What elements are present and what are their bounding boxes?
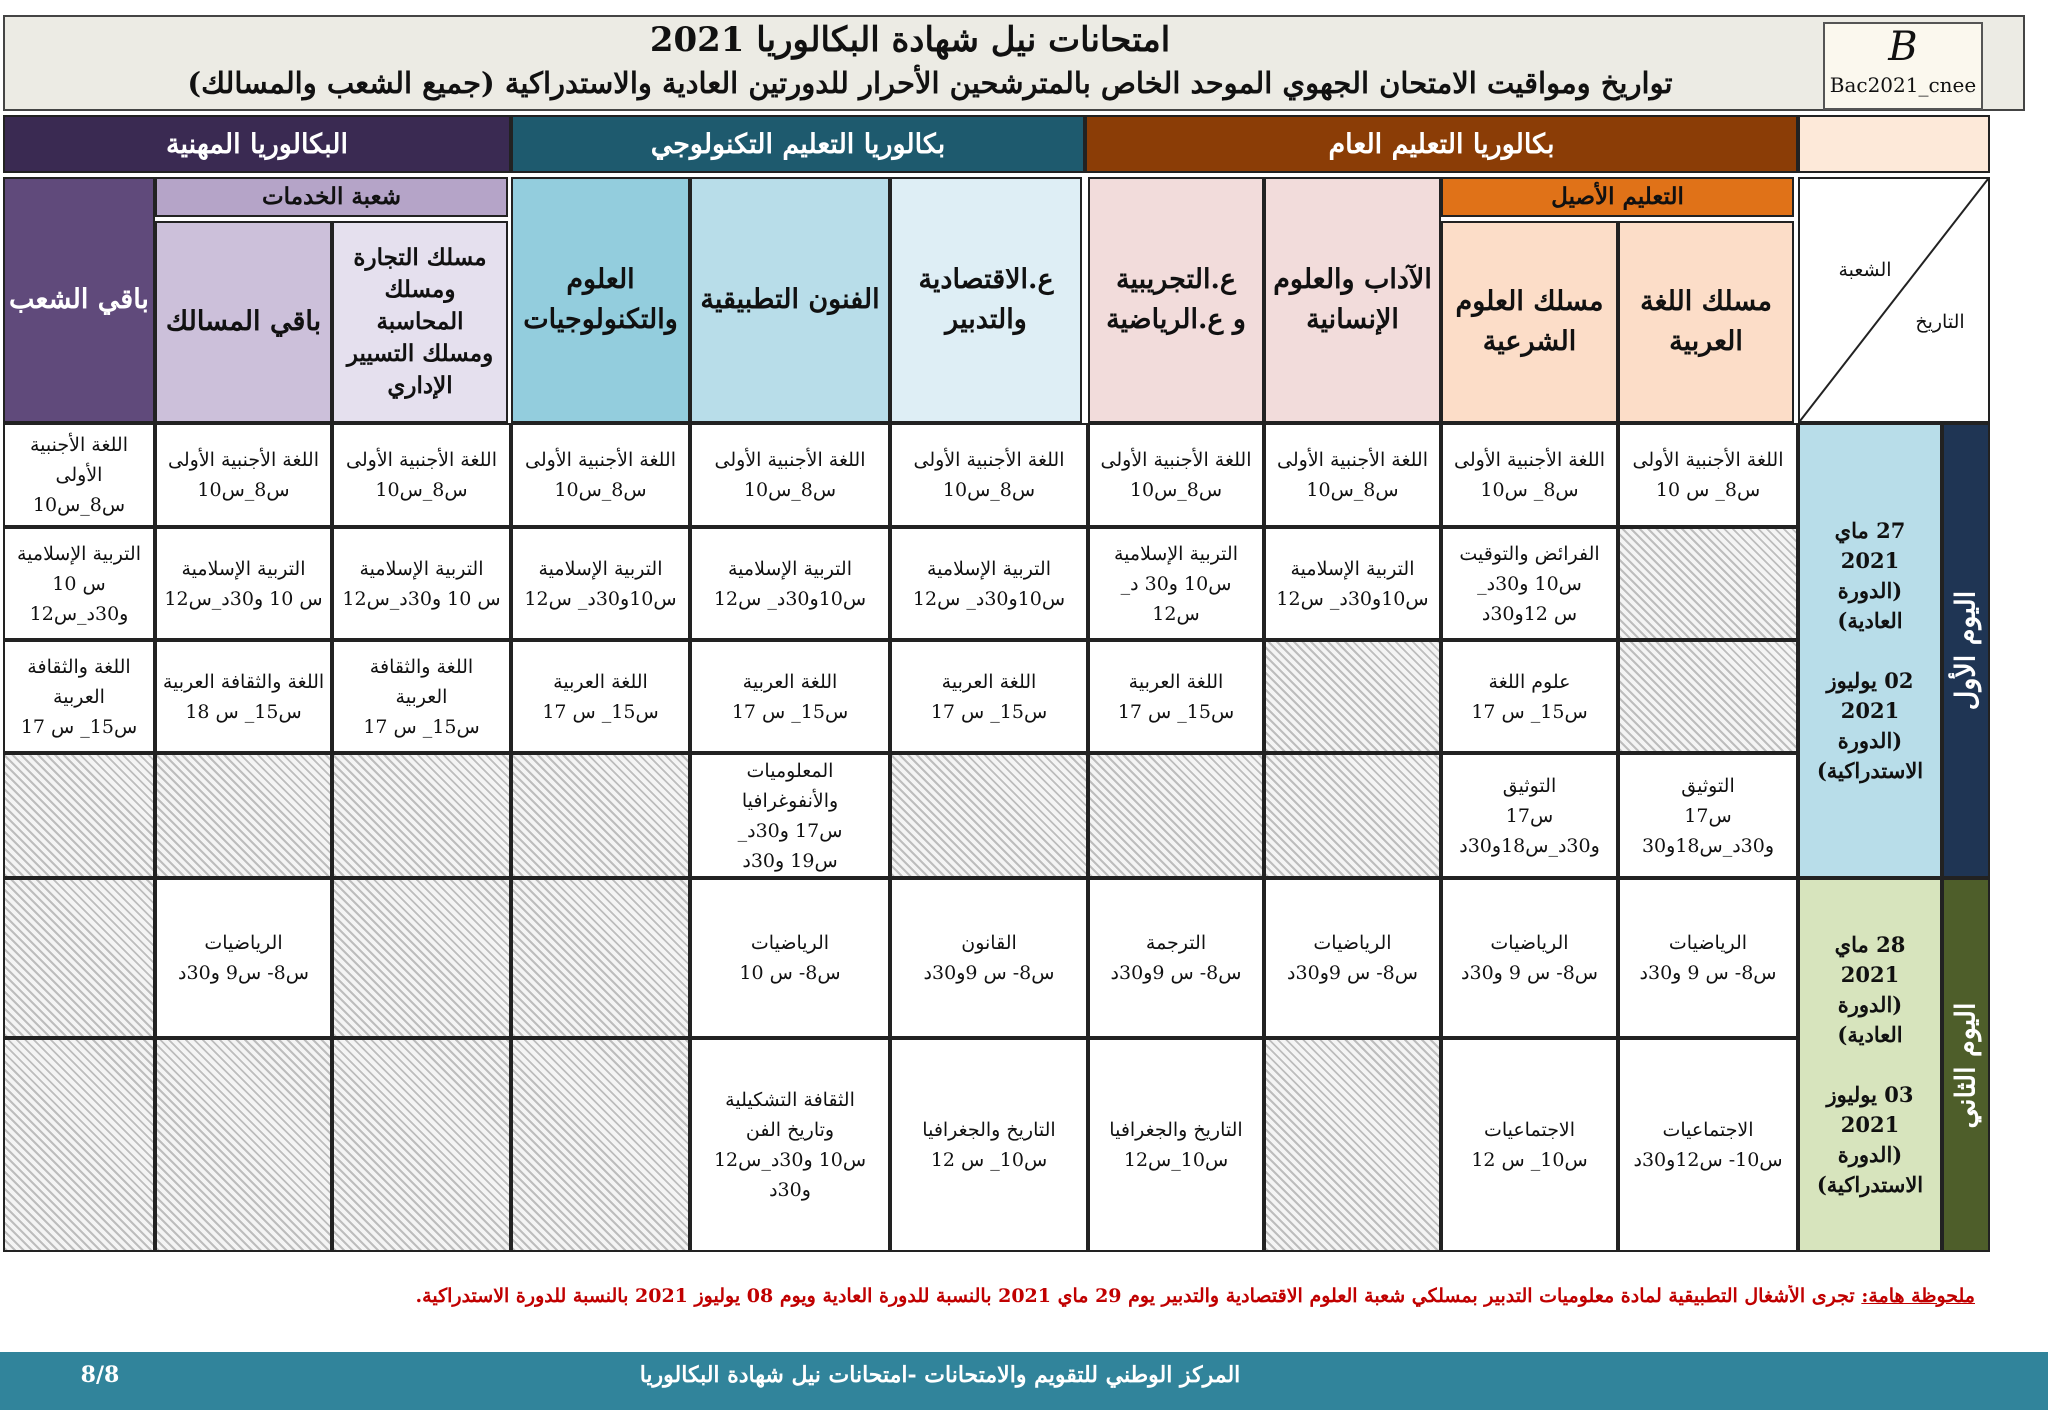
column-header: مسلك اللغة العربية bbox=[1618, 221, 1794, 423]
exam-slot: اللغة الأجنبية الأولى س8_س10 bbox=[890, 423, 1088, 527]
band-technological: بكالوريا التعليم التكنولوجي bbox=[511, 115, 1085, 173]
dates-second-day: 28 ماي 2021 (الدورة العادية) 03 يوليوز 2021 (الدورة الاستدراكية) bbox=[1798, 878, 1942, 1252]
exam-slot: اللغة الأجنبية الأولى س8_ س10 bbox=[1441, 423, 1618, 527]
exam-slot: اللغة الأجنبية الأولى س8_س10 bbox=[511, 423, 690, 527]
exam-slot bbox=[511, 753, 690, 878]
footer-page: 8/8 bbox=[80, 1362, 120, 1388]
dates-first-day: 27 ماي 2021 (الدورة العادية) 02 يوليوز 2021 (الدورة الاستدراكية) bbox=[1798, 423, 1942, 878]
day-band-first bbox=[1942, 423, 1990, 878]
exam-slot bbox=[155, 1038, 332, 1252]
exam-slot: التربية الإسلامية س10 و30 د_ س12 bbox=[1088, 527, 1264, 640]
exam-slot: التربية الإسلامية س 10 و30د_س12 bbox=[332, 527, 511, 640]
exam-slot: القانون س8- س 9و30د bbox=[890, 878, 1088, 1038]
corner-top bbox=[1798, 115, 1990, 173]
exam-slot: الرياضيات س8- س 9و30د bbox=[1264, 878, 1441, 1038]
column-header: الآداب والعلوم الإنسانية bbox=[1264, 177, 1441, 423]
exam-slot: التوثيق س17 و30د_س18و30د bbox=[1441, 753, 1618, 878]
exam-slot: التاريخ والجغرافيا س10_ س 12 bbox=[890, 1038, 1088, 1252]
exam-slot: اللغة والثقافة العربية س15_ س 17 bbox=[332, 640, 511, 753]
exam-slot bbox=[1264, 640, 1441, 753]
exam-slot bbox=[3, 878, 155, 1038]
logo-letter: B bbox=[1888, 24, 1918, 70]
exam-slot: الترجمة س8- س 9و30د bbox=[1088, 878, 1264, 1038]
exam-slot bbox=[1088, 753, 1264, 878]
day-label: اليوم الأول bbox=[1950, 590, 1982, 711]
exam-slot bbox=[1264, 753, 1441, 878]
corner-date: التاريخ bbox=[1915, 311, 1965, 333]
exam-slot: الرياضيات س8- س 9 و30د bbox=[1441, 878, 1618, 1038]
exam-slot: اللغة العربية س15_ س 17 bbox=[690, 640, 890, 753]
exam-slot bbox=[3, 753, 155, 878]
exam-slot: علوم اللغة س15_ س 17 bbox=[1441, 640, 1618, 753]
exam-slot: اللغة الأجنبية الأولى س8_س10 bbox=[332, 423, 511, 527]
column-header: الفنون التطبيقية bbox=[690, 177, 890, 423]
exam-slot: الرياضيات س8- س9 و30د bbox=[155, 878, 332, 1038]
exam-slot bbox=[890, 753, 1088, 878]
page-title: امتحانات نيل شهادة البكالوريا 2021 bbox=[649, 20, 1171, 60]
exam-slot: اللغة الأجنبية الأولى س8_س10 bbox=[690, 423, 890, 527]
exam-slot bbox=[511, 878, 690, 1038]
exam-slot: اللغة الأجنبية الأولى س8_س10 bbox=[1264, 423, 1441, 527]
exam-slot: التاريخ والجغرافيا س10_س12 bbox=[1088, 1038, 1264, 1252]
band-general: بكالوريا التعليم العام bbox=[1085, 115, 1798, 173]
exam-slot: التربية الإسلامية س10و30د_ س12 bbox=[511, 527, 690, 640]
exam-slot: اللغة والثقافة العربية س15_ س 17 bbox=[3, 640, 155, 753]
exam-slot: اللغة والثقافة العربية س15_ س 18 bbox=[155, 640, 332, 753]
subhead-original: التعليم الأصيل bbox=[1441, 177, 1794, 217]
exam-slot: الثقافة التشكيلية وتاريخ الفن س10 و30د_س12 و30د bbox=[690, 1038, 890, 1252]
subhead-services: شعبة الخدمات bbox=[155, 177, 508, 217]
page-subtitle: تواريخ ومواقيت الامتحان الجهوي الموحد الخاص بالمترشحين الأحرار للدورتين العادية والاستدراكية (جميع الشعب والمسالك) bbox=[187, 66, 1673, 100]
exam-slot bbox=[155, 753, 332, 878]
column-header: باقي الشعب bbox=[3, 177, 155, 423]
note bbox=[30, 1285, 1975, 1321]
column-header: مسلك التجارة ومسلك المحاسبة ومسلك التسيير الإداري bbox=[332, 221, 508, 423]
column-header: العلوم والتكنولوجيات bbox=[511, 177, 690, 423]
exam-slot: اللغة العربية س15_ س 17 bbox=[511, 640, 690, 753]
note-label: ملحوظة هامة: bbox=[1861, 1285, 1975, 1307]
column-header: ع.التجريبية و ع.الرياضية bbox=[1088, 177, 1264, 423]
exam-slot bbox=[332, 878, 511, 1038]
exam-slot bbox=[3, 1038, 155, 1252]
column-header: ع.الاقتصادية والتدبير bbox=[890, 177, 1082, 423]
exam-slot: اللغة العربية س15_ س 17 bbox=[1088, 640, 1264, 753]
exam-slot bbox=[1264, 1038, 1441, 1252]
exam-slot: اللغة الأجنبية الأولى س8_ س 10 bbox=[1618, 423, 1798, 527]
exam-slot bbox=[332, 753, 511, 878]
exam-slot bbox=[511, 1038, 690, 1252]
exam-slot bbox=[1618, 527, 1798, 640]
exam-slot bbox=[332, 1038, 511, 1252]
exam-slot: التربية الإسلامية س 10 و30د_س12 bbox=[155, 527, 332, 640]
corner-branch: الشعبة bbox=[1838, 259, 1892, 281]
day-label: اليوم الثاني bbox=[1950, 1001, 1982, 1129]
exam-slot: التربية الإسلامية س 10 و30د_س12 bbox=[3, 527, 155, 640]
exam-slot: اللغة الأجنبية الأولى س8_س10 bbox=[1088, 423, 1264, 527]
band-professional: البكالوريا المهنية bbox=[3, 115, 511, 173]
day-band-second bbox=[1942, 878, 1990, 1252]
corner-cell bbox=[1798, 177, 1990, 423]
exam-slot: الرياضيات س8- س 10 bbox=[690, 878, 890, 1038]
column-header: باقي المسالك bbox=[155, 221, 332, 423]
logo-text: Bac2021_cnee bbox=[1829, 73, 1977, 97]
exam-slot: الاجتماعيات س10_ س 12 bbox=[1441, 1038, 1618, 1252]
exam-slot: اللغة العربية س15_ س 17 bbox=[890, 640, 1088, 753]
exam-slot: التربية الإسلامية س10و30د_ س12 bbox=[1264, 527, 1441, 640]
exam-slot: التربية الإسلامية س10و30د_ س12 bbox=[690, 527, 890, 640]
exam-slot: التوثيق س17 و30د_س18و30 bbox=[1618, 753, 1798, 878]
exam-slot: التربية الإسلامية س10و30د_ س12 bbox=[890, 527, 1088, 640]
column-header: مسلك العلوم الشرعية bbox=[1441, 221, 1618, 423]
exam-slot: المعلوميات والأنفوغرافيا س17 و30د_ س19 و30د bbox=[690, 753, 890, 878]
exam-slot: اللغة الأجنبية الأولى س8_س10 bbox=[155, 423, 332, 527]
footer-center: المركز الوطني للتقويم والامتحانات -امتحانات نيل شهادة البكالوريا bbox=[639, 1362, 1241, 1388]
exam-slot: الرياضيات س8- س 9 و30د bbox=[1618, 878, 1798, 1038]
exam-slot: اللغة الأجنبية الأولى س8_س10 bbox=[3, 423, 155, 527]
note-text: تجرى الأشغال التطبيقية لمادة معلوميات التدبير بمسلكي شعبة العلوم الاقتصادية والتدبير يوم 29 ماي 2021 بالنسبة للدورة العادية ويوم 08 يوليوز 2021 بالنسبة للدورة الاستدراكية. bbox=[415, 1285, 1855, 1307]
exam-slot bbox=[1618, 640, 1798, 753]
logo bbox=[1823, 22, 1983, 110]
exam-slot: الفرائض والتوقيت س10 و30د_ س 12و30د bbox=[1441, 527, 1618, 640]
exam-slot: الاجتماعيات س10- س12و30د bbox=[1618, 1038, 1798, 1252]
